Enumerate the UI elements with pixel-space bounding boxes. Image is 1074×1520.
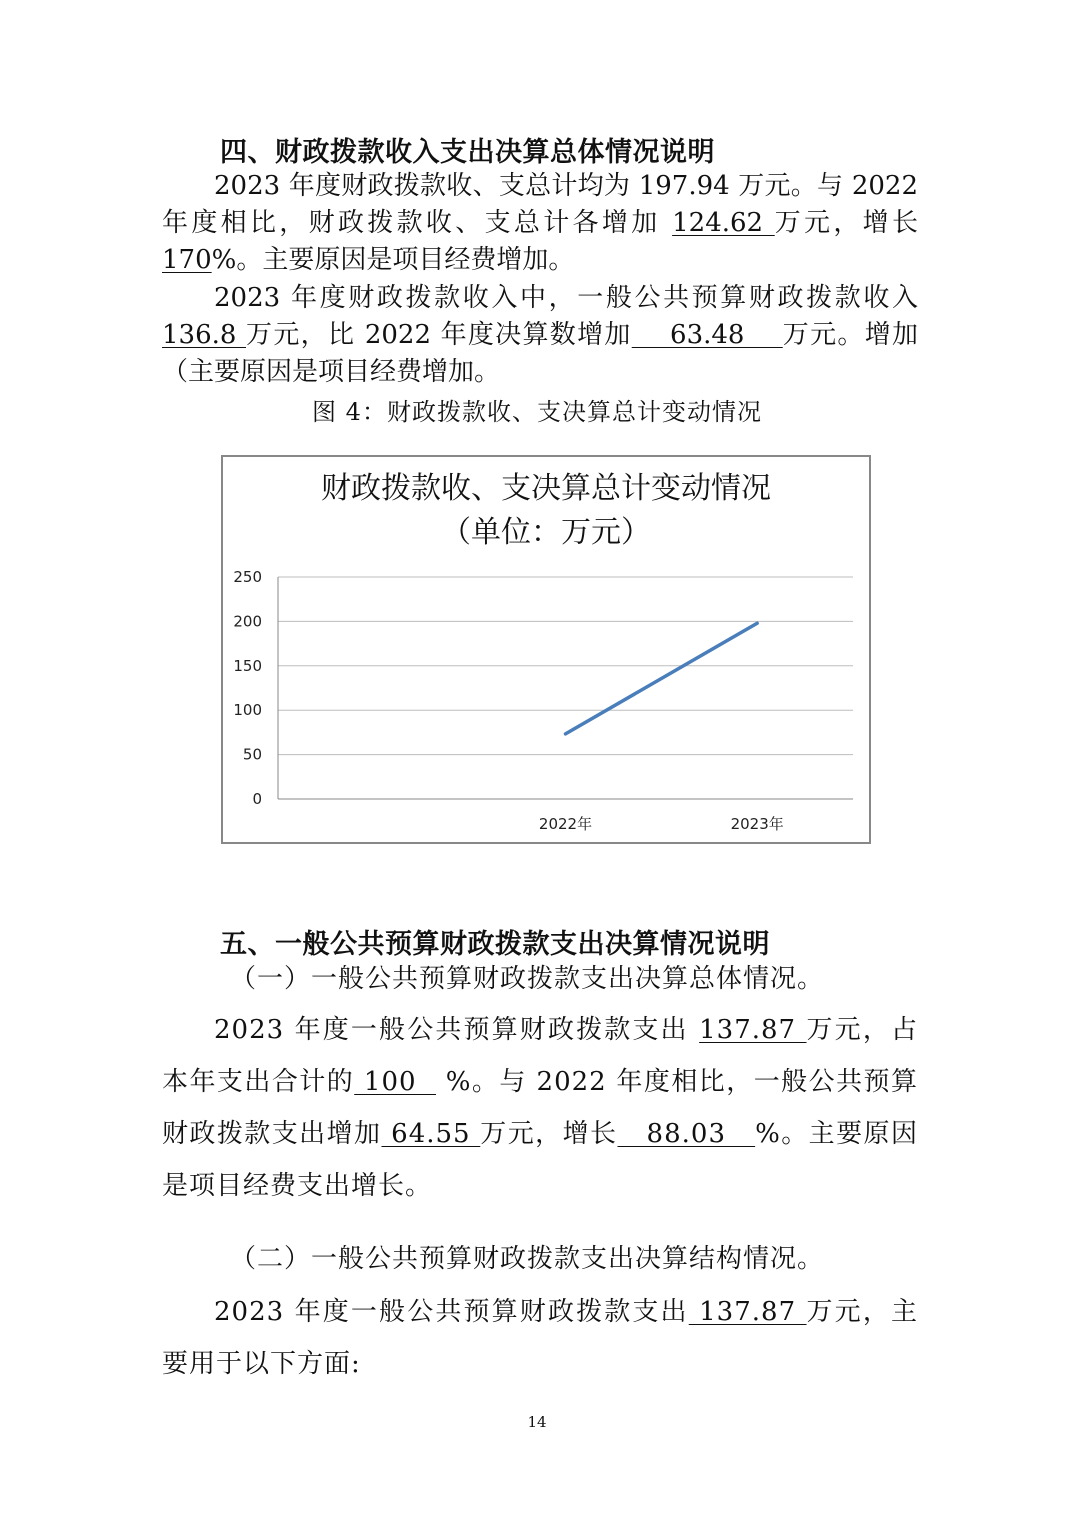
underlined-value: 136.8 bbox=[162, 320, 247, 350]
underlined-value: 88.03 bbox=[617, 1119, 756, 1149]
underlined-value: 137.87 bbox=[688, 1297, 807, 1327]
section-5-paragraph-2: 2023 年度一般公共预算财政拨款支出 137.87 万元，主要用于以下方面: bbox=[162, 1297, 918, 1379]
line-chart bbox=[221, 455, 871, 844]
y-tick-label: 0 bbox=[252, 790, 262, 808]
figure-caption: 图 4：财政拨款收、支决算总计变动情况 bbox=[312, 398, 762, 426]
underlined-value: 124.62 bbox=[672, 208, 775, 238]
underlined-value: 100 bbox=[354, 1067, 436, 1097]
section-5-subheading-2: （二）一般公共预算财政拨款支出决算结构情况。 bbox=[230, 1244, 825, 1274]
x-tick-label: 2022年 bbox=[538, 815, 593, 833]
chart-title: 财政拨款收、支决算总计变动情况 bbox=[321, 471, 771, 506]
y-tick-label: 250 bbox=[233, 568, 262, 586]
x-tick-label: 2023年 bbox=[730, 815, 784, 833]
underlined-value: 170 bbox=[162, 245, 212, 275]
chart-subtitle: （单位：万元） bbox=[441, 515, 651, 550]
underlined-value: 64.55 bbox=[381, 1119, 481, 1149]
chart-plot-area bbox=[223, 457, 869, 842]
page-number: 14 bbox=[527, 1413, 547, 1431]
y-tick-label: 150 bbox=[233, 656, 262, 675]
y-tick-label: 100 bbox=[233, 701, 262, 720]
series-line bbox=[566, 623, 758, 734]
section-5-paragraph-1: 2023 年度一般公共预算财政拨款支出 137.87 万元，占本年支出合计的 100 %。与 2022 年度相比，一般公共预算财政拨款支出增加 64.55 万元，增长 88.03 %。主要原因是项目经费支出增长。 bbox=[162, 1015, 918, 1201]
section-4-paragraph-1: 2023 年度财政拨款收、支总计均为 197.94 万元。与 2022 年度相比，财政拨款收、支总计各增加 124.62 万元，增长 170%。主要原因是项目经费增加。 bbox=[162, 171, 919, 275]
underlined-value: 63.48 bbox=[631, 320, 783, 350]
section-4-paragraph-2: 2023 年度财政拨款收入中，一般公共预算财政拨款收入 136.8 万元，比 2022 年度决算数增加 63.48 万元。增加（主要原因是项目经费增加。 bbox=[162, 283, 918, 387]
underlined-value: 137.87 bbox=[699, 1015, 807, 1045]
section-5-heading: 五、一般公共预算财政拨款支出决算情况说明 bbox=[220, 929, 770, 960]
section-5-subheading-1: （一）一般公共预算财政拨款支出决算总体情况。 bbox=[230, 964, 825, 994]
section-4-heading: 四、财政拨款收入支出决算总体情况说明 bbox=[220, 137, 715, 168]
y-tick-label: 200 bbox=[233, 612, 262, 631]
y-tick-label: 50 bbox=[242, 745, 262, 764]
